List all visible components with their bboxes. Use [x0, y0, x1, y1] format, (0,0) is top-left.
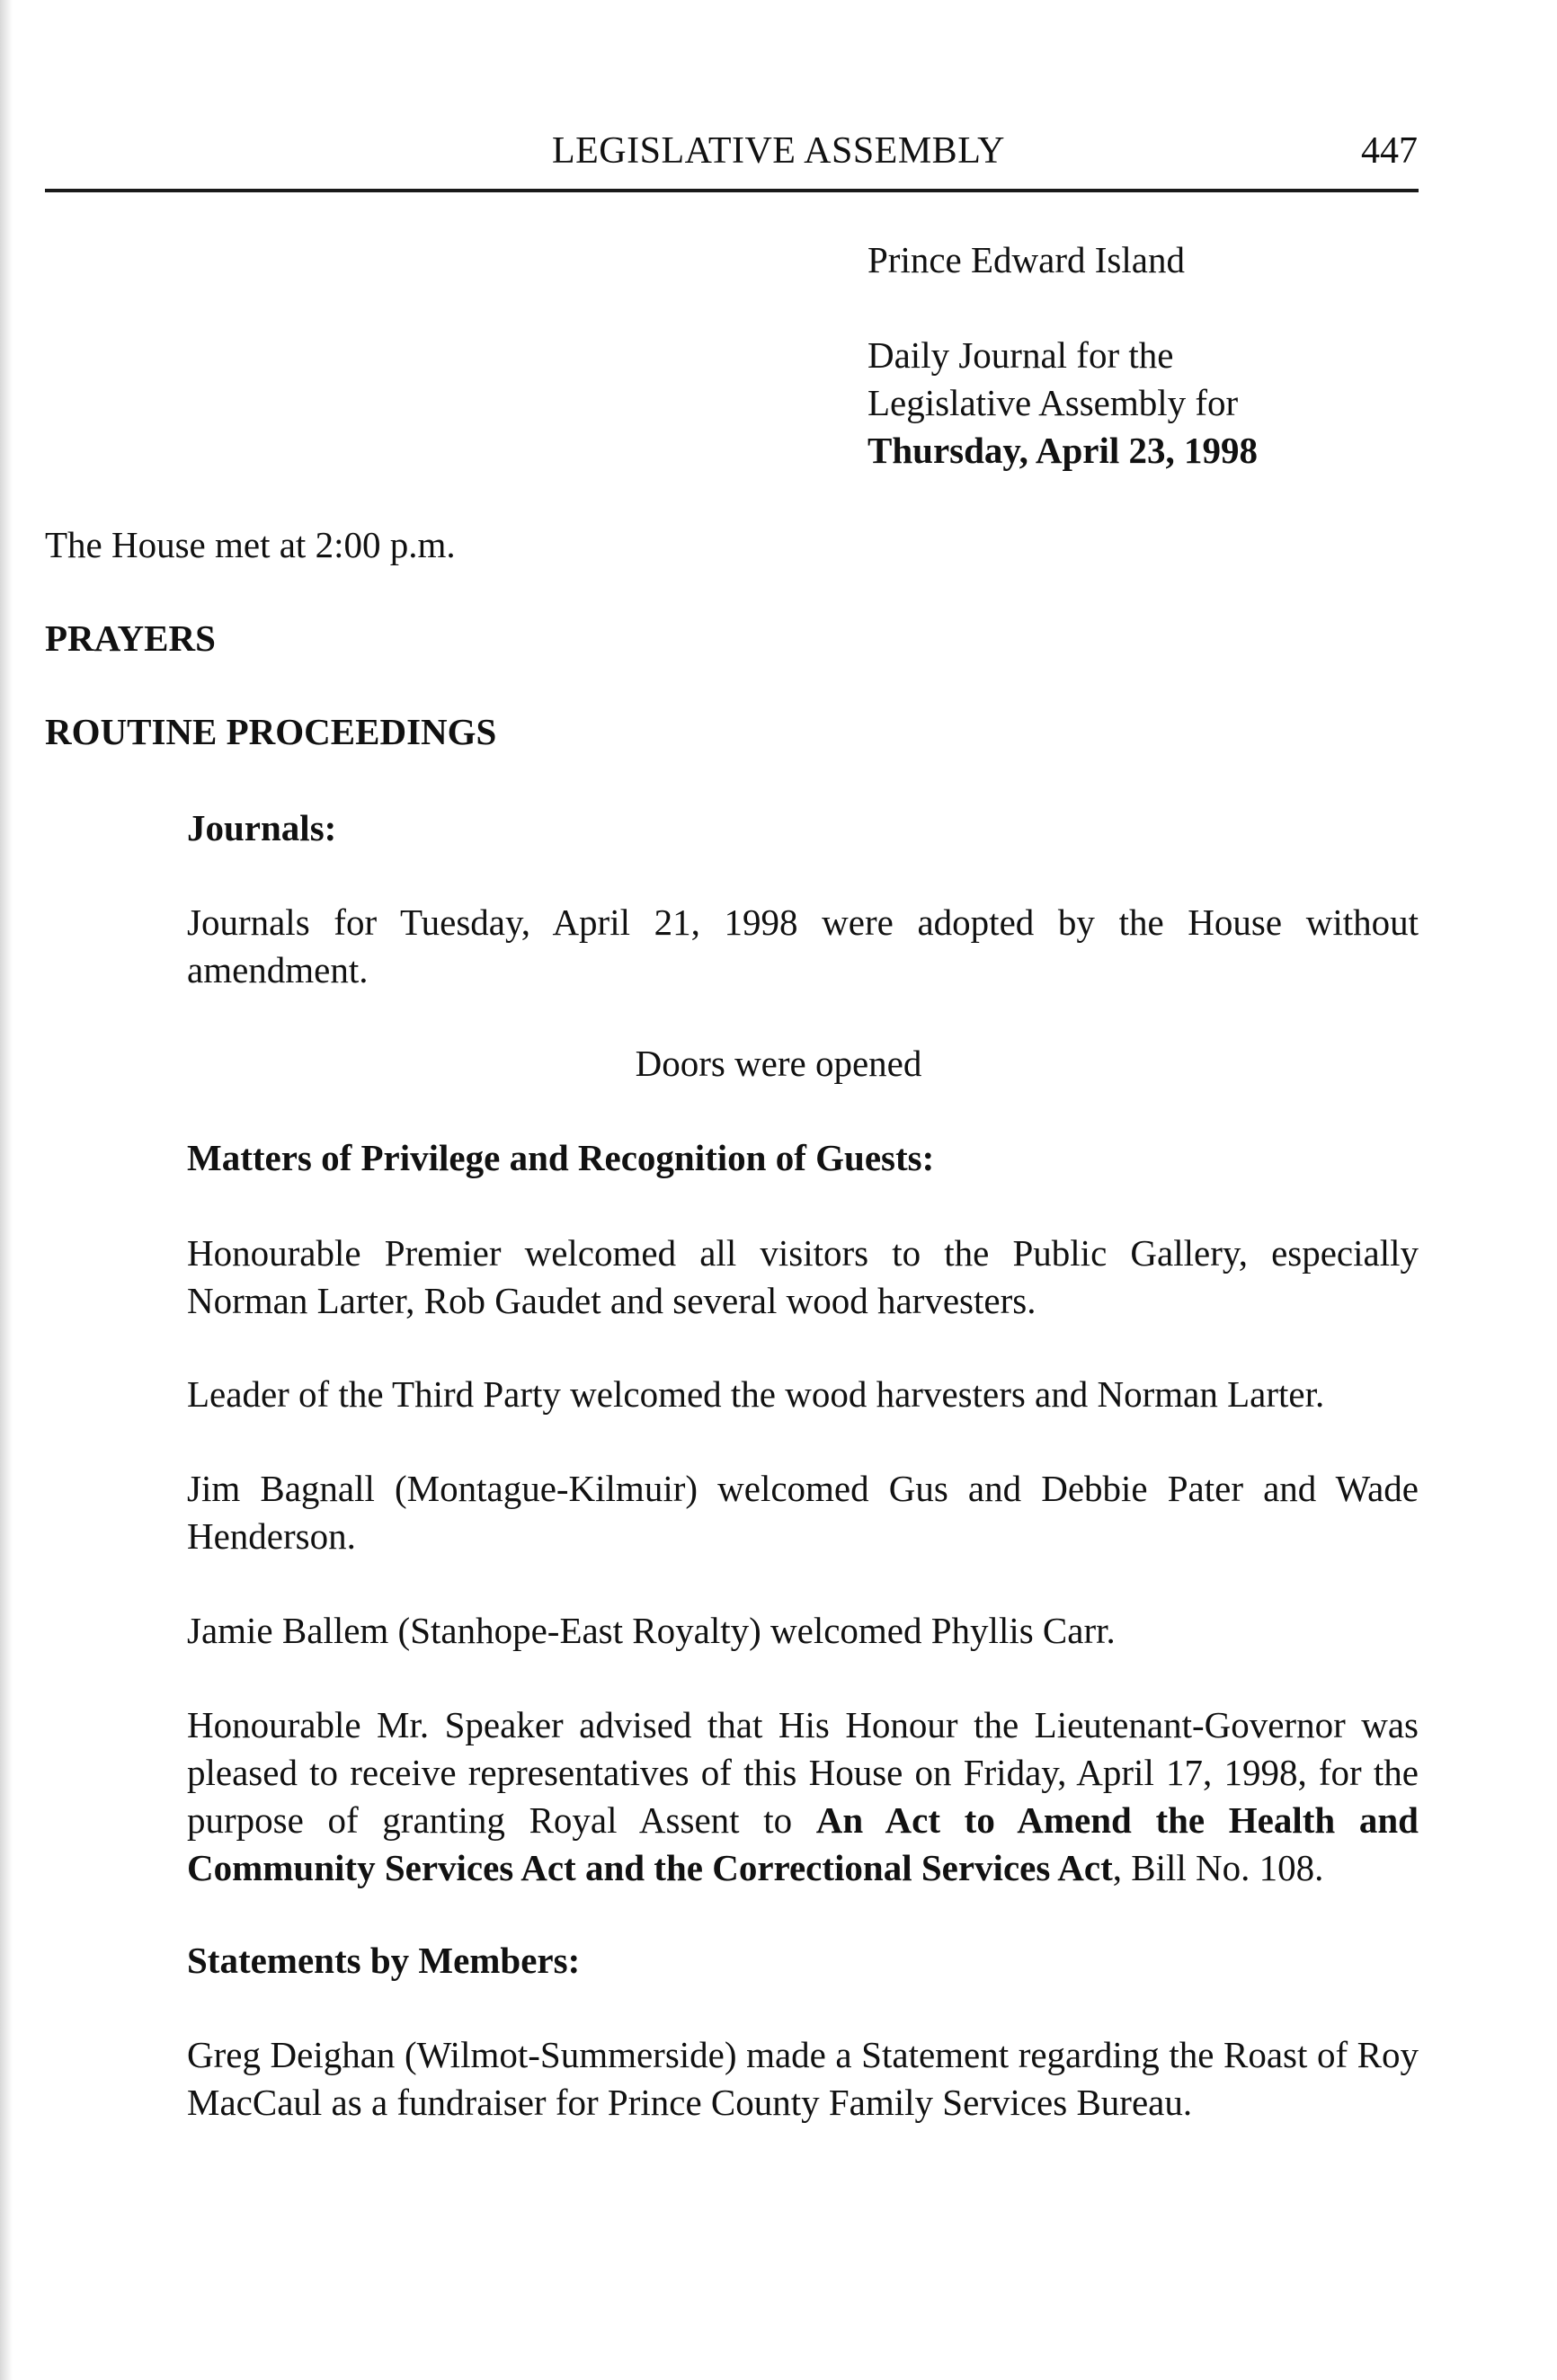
journal-date: Thursday, April 23, 1998 — [867, 430, 1259, 471]
journal-heading-block — [867, 236, 1497, 475]
journals-text: Journals for Tuesday, April 21, 1998 were adopted by the House without amendment. — [187, 901, 1419, 990]
bill-title: An Act to Amend the Health and Community Services Act and the Correctional Services Act — [187, 1799, 1419, 1888]
journals-heading: Journals: — [187, 807, 337, 848]
prayers-heading: PRAYERS — [45, 617, 216, 659]
doors-opened: Doors were opened — [635, 1043, 922, 1084]
privilege-entry: Leader of the Third Party welcomed the wood harvesters and Norman Larter. — [187, 1373, 1325, 1415]
statements-heading: Statements by Members: — [187, 1940, 581, 1981]
privilege-entry: Jim Bagnall (Montague-Kilmuir) welcomed Gus and Debbie Pater and Wade Henderson. — [187, 1468, 1419, 1557]
meeting-time: The House met at 2:00 p.m. — [45, 524, 456, 565]
province-name: Prince Edward Island — [867, 239, 1185, 280]
routine-proceedings-heading: ROUTINE PROCEEDINGS — [45, 711, 497, 752]
page-edge-shadow — [0, 0, 13, 2380]
journal-heading-line-1: Daily Journal for the — [867, 334, 1174, 376]
header-rule — [45, 189, 1419, 192]
journal-heading-line-2: Legislative Assembly for — [867, 382, 1239, 423]
privilege-entry: Jamie Ballem (Stanhope-East Royalty) welcomed Phyllis Carr. — [187, 1610, 1116, 1651]
privilege-entry: Honourable Premier welcomed all visitors to the Public Gallery, especially Norman Larter, Rob Gaudet and several wood harvesters. — [187, 1232, 1419, 1321]
running-header-title: LEGISLATIVE ASSEMBLY — [552, 130, 1005, 172]
bill-number: , Bill No. 108. — [1112, 1847, 1324, 1888]
privilege-heading: Matters of Privilege and Recognition of Guests: — [187, 1137, 935, 1178]
speaker-announcement — [187, 1701, 1419, 1892]
statement-entry: Greg Deighan (Wilmot-Summerside) made a Statement regarding the Roast of Roy MacCaul as a fundraiser for Prince County Family Services Bureau. — [187, 2034, 1419, 2123]
spacer — [867, 284, 1497, 332]
speaker-text: Honourable Mr. Speaker advised that His Honour the Lieutenant-Governor was pleased to receive representatives of this House on Friday, April 17, 1998, for the purpose of granting Royal Assent to — [187, 1704, 1419, 1841]
page-number: 447 — [1361, 130, 1418, 172]
